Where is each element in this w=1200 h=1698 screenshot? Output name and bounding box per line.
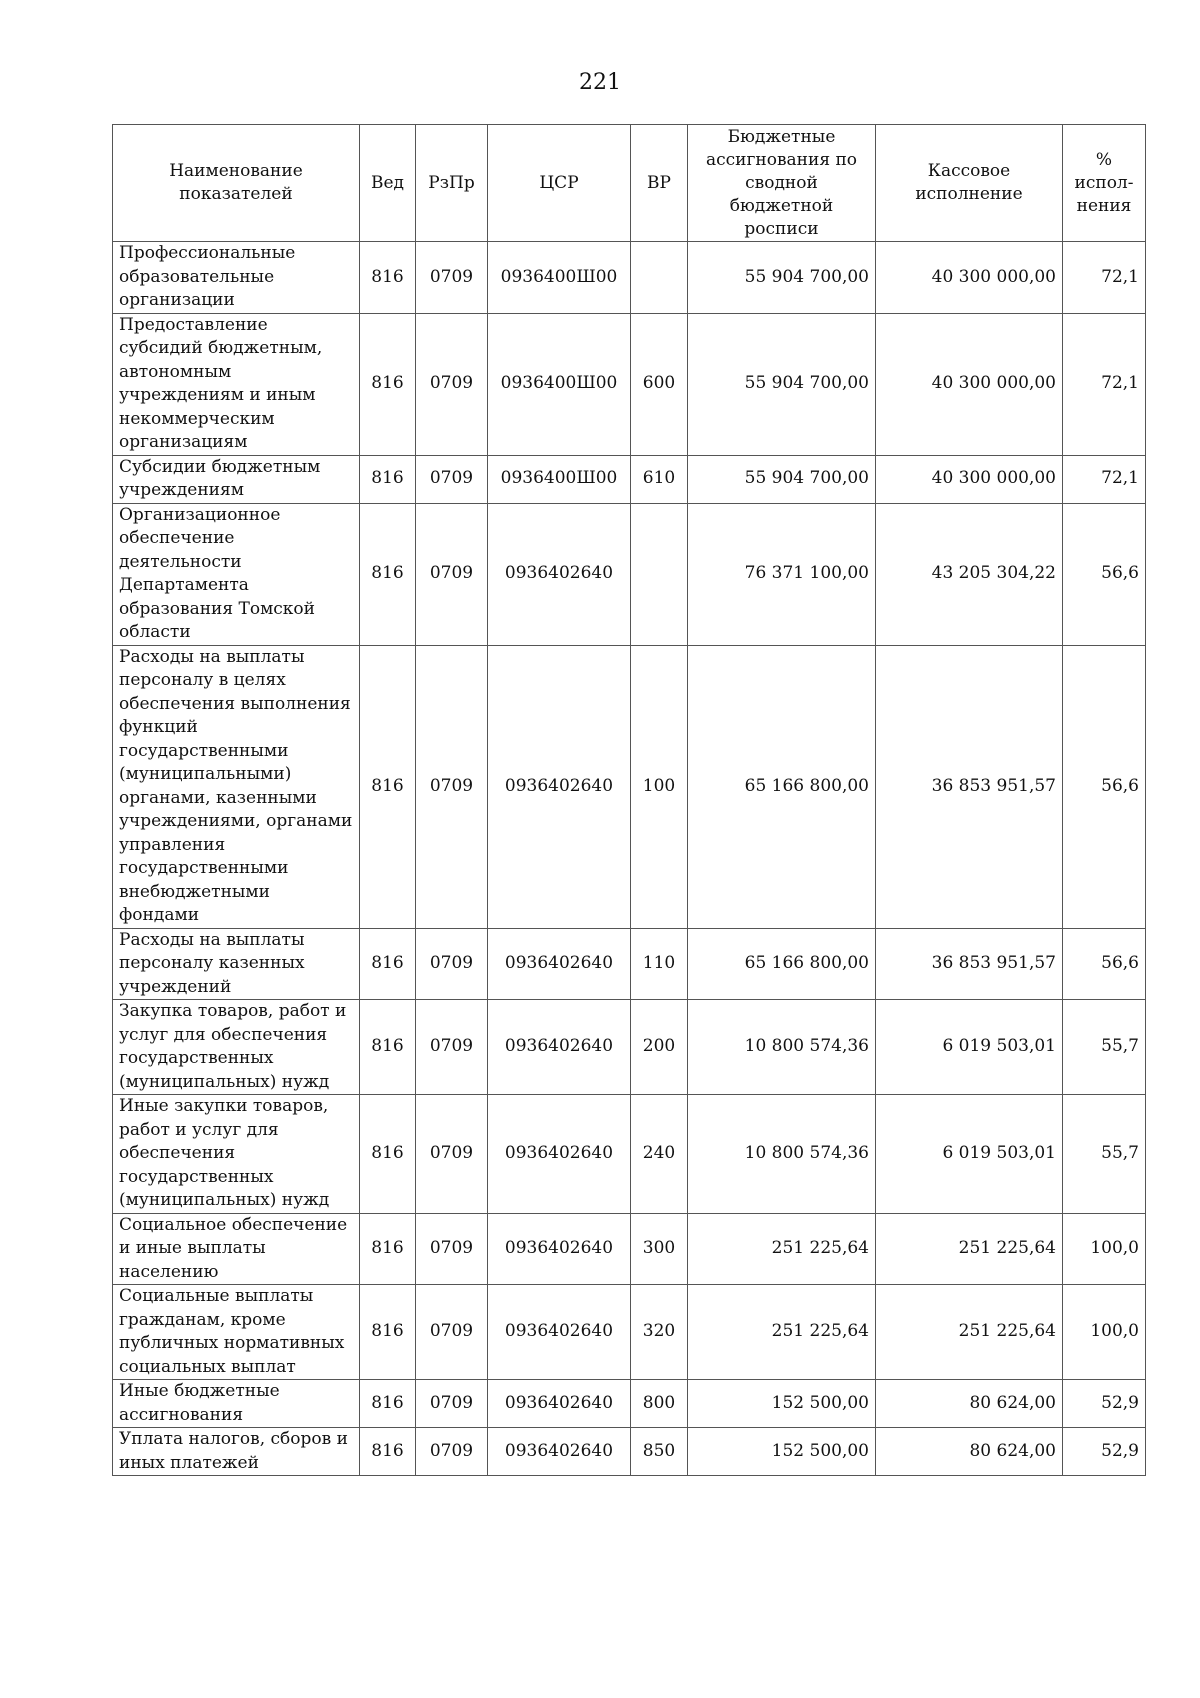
row-vr-cell: 600 — [631, 313, 688, 455]
row-vr-cell: 240 — [631, 1095, 688, 1214]
row-assigned-cell: 65 166 800,00 — [688, 928, 876, 1000]
row-rzpr-cell: 0709 — [416, 1095, 488, 1214]
row-assigned-cell: 251 225,64 — [688, 1285, 876, 1380]
row-assigned-cell: 10 800 574,36 — [688, 1095, 876, 1214]
row-name-cell: Иные бюджетные ассигнования — [113, 1380, 360, 1428]
row-executed-cell: 40 300 000,00 — [876, 455, 1063, 503]
row-assigned-cell: 55 904 700,00 — [688, 313, 876, 455]
row-rzpr-cell: 0709 — [416, 313, 488, 455]
row-ved-cell: 816 — [360, 1380, 416, 1428]
row-percent-cell: 56,6 — [1063, 503, 1146, 645]
row-vr-cell: 100 — [631, 645, 688, 928]
table-row — [113, 1428, 1146, 1476]
row-ved-cell: 816 — [360, 455, 416, 503]
row-csr-cell: 0936400Ш00 — [488, 455, 631, 503]
table-body — [113, 242, 1146, 1476]
row-name-cell: Профессиональные образовательные организации — [113, 242, 360, 314]
table-row — [113, 313, 1146, 455]
row-rzpr-cell: 0709 — [416, 503, 488, 645]
row-name-cell: Организационное обеспечение деятельности Департамента образования Томской области — [113, 503, 360, 645]
row-assigned-cell: 251 225,64 — [688, 1213, 876, 1285]
row-percent-cell: 52,9 — [1063, 1428, 1146, 1476]
row-name-cell: Расходы на выплаты персоналу в целях обеспечения выполнения функций государственными (муниципальными) органами, казенными учреждениями, органами управления государственными внебюджетными фондами — [113, 645, 360, 928]
row-percent-cell: 55,7 — [1063, 1095, 1146, 1214]
row-csr-cell: 0936402640 — [488, 928, 631, 1000]
row-rzpr-cell: 0709 — [416, 928, 488, 1000]
table-row — [113, 1285, 1146, 1380]
table-row — [113, 455, 1146, 503]
row-assigned-cell: 76 371 100,00 — [688, 503, 876, 645]
row-assigned-cell: 65 166 800,00 — [688, 645, 876, 928]
row-percent-cell: 100,0 — [1063, 1213, 1146, 1285]
row-vr-cell — [631, 503, 688, 645]
row-rzpr-cell: 0709 — [416, 242, 488, 314]
row-vr-cell: 110 — [631, 928, 688, 1000]
row-ved-cell: 816 — [360, 242, 416, 314]
row-executed-cell: 6 019 503,01 — [876, 1000, 1063, 1095]
row-assigned-cell: 55 904 700,00 — [688, 455, 876, 503]
row-rzpr-cell: 0709 — [416, 1285, 488, 1380]
row-csr-cell: 0936402640 — [488, 1428, 631, 1476]
row-name-cell: Социальное обеспечение и иные выплаты населению — [113, 1213, 360, 1285]
row-name-cell: Расходы на выплаты персоналу казенных учреждений — [113, 928, 360, 1000]
row-csr-cell: 0936402640 — [488, 1095, 631, 1214]
table-header-row — [113, 125, 1146, 242]
table-row — [113, 1380, 1146, 1428]
row-executed-cell: 36 853 951,57 — [876, 928, 1063, 1000]
row-csr-cell: 0936400Ш00 — [488, 242, 631, 314]
row-percent-cell: 52,9 — [1063, 1380, 1146, 1428]
row-executed-cell: 80 624,00 — [876, 1428, 1063, 1476]
row-ved-cell: 816 — [360, 313, 416, 455]
row-csr-cell: 0936402640 — [488, 1213, 631, 1285]
row-percent-cell: 72,1 — [1063, 242, 1146, 314]
row-rzpr-cell: 0709 — [416, 1428, 488, 1476]
table-row — [113, 242, 1146, 314]
row-percent-cell: 72,1 — [1063, 313, 1146, 455]
header-assigned: Бюджетные ассигнования по сводной бюджетной росписи — [688, 125, 876, 242]
row-name-cell: Предоставление субсидий бюджетным, автономным учреждениям и иным некоммерческим организациям — [113, 313, 360, 455]
row-executed-cell: 6 019 503,01 — [876, 1095, 1063, 1214]
row-executed-cell: 40 300 000,00 — [876, 242, 1063, 314]
row-executed-cell: 251 225,64 — [876, 1285, 1063, 1380]
row-rzpr-cell: 0709 — [416, 1000, 488, 1095]
row-ved-cell: 816 — [360, 1285, 416, 1380]
row-assigned-cell: 152 500,00 — [688, 1380, 876, 1428]
row-csr-cell: 0936402640 — [488, 503, 631, 645]
row-executed-cell: 36 853 951,57 — [876, 645, 1063, 928]
row-vr-cell: 200 — [631, 1000, 688, 1095]
header-vr: ВР — [631, 125, 688, 242]
row-ved-cell: 816 — [360, 1428, 416, 1476]
row-vr-cell — [631, 242, 688, 314]
header-ved: Вед — [360, 125, 416, 242]
row-assigned-cell: 10 800 574,36 — [688, 1000, 876, 1095]
row-ved-cell: 816 — [360, 1000, 416, 1095]
row-executed-cell: 40 300 000,00 — [876, 313, 1063, 455]
row-percent-cell: 72,1 — [1063, 455, 1146, 503]
row-ved-cell: 816 — [360, 1213, 416, 1285]
row-vr-cell: 800 — [631, 1380, 688, 1428]
row-ved-cell: 816 — [360, 503, 416, 645]
row-name-cell: Иные закупки товаров, работ и услуг для обеспечения государственных (муниципальных) нужд — [113, 1095, 360, 1214]
header-executed: Кассовое исполнение — [876, 125, 1063, 242]
row-executed-cell: 43 205 304,22 — [876, 503, 1063, 645]
row-vr-cell: 320 — [631, 1285, 688, 1380]
row-name-cell: Уплата налогов, сборов и иных платежей — [113, 1428, 360, 1476]
row-percent-cell: 55,7 — [1063, 1000, 1146, 1095]
header-name: Наименование показателей — [113, 125, 360, 242]
row-csr-cell: 0936402640 — [488, 645, 631, 928]
row-csr-cell: 0936402640 — [488, 1380, 631, 1428]
row-assigned-cell: 152 500,00 — [688, 1428, 876, 1476]
page-number: 221 — [579, 70, 621, 95]
row-percent-cell: 100,0 — [1063, 1285, 1146, 1380]
header-rzpr: РзПр — [416, 125, 488, 242]
row-name-cell: Субсидии бюджетным учреждениям — [113, 455, 360, 503]
row-percent-cell: 56,6 — [1063, 928, 1146, 1000]
table-row — [113, 1213, 1146, 1285]
table-row — [113, 1095, 1146, 1214]
header-csr: ЦСР — [488, 125, 631, 242]
header-percent: % испол-нения — [1063, 125, 1146, 242]
row-ved-cell: 816 — [360, 928, 416, 1000]
row-vr-cell: 300 — [631, 1213, 688, 1285]
table-row — [113, 503, 1146, 645]
budget-table — [112, 124, 1146, 1476]
row-rzpr-cell: 0709 — [416, 455, 488, 503]
row-vr-cell: 610 — [631, 455, 688, 503]
row-csr-cell: 0936402640 — [488, 1285, 631, 1380]
row-csr-cell: 0936400Ш00 — [488, 313, 631, 455]
row-name-cell: Закупка товаров, работ и услуг для обеспечения государственных (муниципальных) нужд — [113, 1000, 360, 1095]
row-csr-cell: 0936402640 — [488, 1000, 631, 1095]
row-percent-cell: 56,6 — [1063, 645, 1146, 928]
row-vr-cell: 850 — [631, 1428, 688, 1476]
row-executed-cell: 80 624,00 — [876, 1380, 1063, 1428]
row-rzpr-cell: 0709 — [416, 645, 488, 928]
row-rzpr-cell: 0709 — [416, 1213, 488, 1285]
table-row — [113, 928, 1146, 1000]
table-row — [113, 1000, 1146, 1095]
row-rzpr-cell: 0709 — [416, 1380, 488, 1428]
row-executed-cell: 251 225,64 — [876, 1213, 1063, 1285]
row-ved-cell: 816 — [360, 1095, 416, 1214]
row-name-cell: Социальные выплаты гражданам, кроме публичных нормативных социальных выплат — [113, 1285, 360, 1380]
table-row — [113, 645, 1146, 928]
row-assigned-cell: 55 904 700,00 — [688, 242, 876, 314]
row-ved-cell: 816 — [360, 645, 416, 928]
